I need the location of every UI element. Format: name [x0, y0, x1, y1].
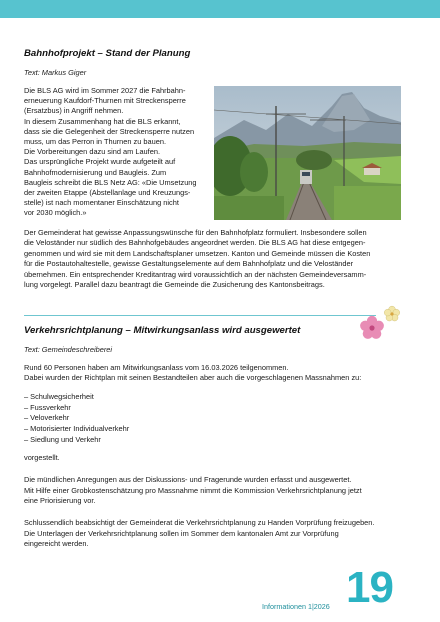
intro-line: In diesem Zusammenhang hat die BLS erkannt, [24, 116, 181, 126]
body-line: genommen und wird sie mit dem Landschaftsplaner umsetzen. Kanton und Gemeinde müssen die Kosten [24, 248, 371, 258]
body-line: Der Gemeinderat hat gewisse Anpassungswünsche für den Bahnhofplatz formuliert. Insbesondere sollen [24, 228, 367, 237]
intro-line: (Ersatzbus) in Angriff nehmen. [24, 106, 124, 116]
byline-verkehrsrichtplanung: Text: Gemeindeschreiberei [24, 345, 113, 354]
intro-line: Die Vorbereitungen dazu sind am Laufen. [24, 147, 160, 157]
paragraph-line: Die mündlichen Anregungen aus der Diskussions- und Fragerunde wurden erfasst und ausgewertet. [24, 475, 352, 485]
intro-line: dass sie die Gelegenheit der Streckensperre nutzen [24, 126, 195, 136]
section-divider [24, 315, 376, 316]
intro-line: Das ursprüngliche Projekt wurde aufgeteilt auf [24, 157, 176, 167]
list-item: – Fussverkehr [24, 402, 71, 412]
list-item: – Veloverkehr [24, 413, 70, 423]
top-accent-bar [0, 0, 440, 18]
intro-line: Rund 60 Personen haben am Mitwirkungsanlass vom 16.03.2026 teilgenommen. [24, 363, 289, 372]
section-bahnhofprojekt [24, 48, 416, 290]
intro-line: vor 2030 möglich.» [24, 208, 87, 218]
paragraph-line: Schlussendlich beabsichtigt der Gemeinderat die Verkehrsrichtplanung zu Handen Vorprüfung freizugeben. [24, 518, 375, 528]
footer-label: Informationen 1|2026 [262, 602, 330, 611]
intro-line: Baugleis schreibt die BLS Netz AG: «Die Umsetzung [24, 177, 197, 187]
intro-line: stelle) ist nach momentaner Einschätzung nicht [24, 198, 179, 208]
body-text-bahnhofprojekt [24, 228, 416, 290]
intro-block [24, 86, 416, 228]
list-item: – Siedlung und Verkehr [24, 435, 101, 444]
body-line: lung vorgelegt. Parallel dazu beantragt die Gemeinde die Zusicherung des Kantonsbeitrags. [24, 280, 325, 290]
intro-line: der zweiten Etappe (Abstellanlage und Kreuzungs- [24, 188, 191, 198]
page-number: 19 [346, 563, 393, 612]
byline-bahnhofprojekt: Text: Markus Giger [24, 68, 87, 77]
after-list-text: vorgestellt. [24, 452, 60, 462]
intro-line: Dabei wurden der Richtplan mit seinen Bestandteilen aber auch die vorgeschlagenen Massnahmen zu: [24, 373, 362, 383]
list-item: – Schulwegsicherheit [24, 391, 94, 401]
list-item: – Motorisierter Individualverkehr [24, 424, 130, 434]
paragraph-line: eine Priorisierung vor. [24, 496, 96, 506]
section-verkehrsrichtplanung [24, 325, 416, 550]
body-line: übernehmen. Ein entsprechender Kreditantrag wird voraussichtlich an der nächsten Gemeindeversamm- [24, 269, 367, 279]
paragraph-line: Mit Hilfe einer Grobkostenschätzung pro Massnahme nimmt die Kommission Verkehrsrichtplanung jetzt [24, 485, 362, 495]
intro-line: Die BLS AG wird im Sommer 2027 die Fahrbahn- [24, 86, 186, 95]
paragraph-line: eingereicht werden. [24, 539, 89, 549]
body-line: für die Postautohaltestelle, gewisse Gestaltungselemente auf dem Bahnhofplatz und die Veloständer [24, 259, 354, 269]
intro-text [24, 86, 212, 219]
intro-line: erneuerung Kaufdorf-Thurnen mit Streckensperre [24, 96, 186, 106]
paragraph-line: Die Unterlagen der Verkehrsrichtplanung sollen im Sommer dem kantonalen Amt zur Vorprüfung [24, 528, 339, 538]
railway-photo [214, 86, 401, 220]
section-title-verkehrsrichtplanung: Verkehrsrichtplanung – Mitwirkungsanlass wird ausgewertet [24, 325, 301, 336]
intro-line: muss, um das Perron in Thurnen zu bauen. [24, 137, 167, 147]
intro-line: Bahnhofmodernisierung und Baugleis. Zum [24, 167, 167, 177]
topic-list [24, 392, 416, 446]
body-line: die Veloständer nur südlich des Bahnhofgebäudes angeordnet werden. Die BLS AG hat diese entgegen- [24, 238, 366, 248]
section-title-bahnhofprojekt: Bahnhofprojekt – Stand der Planung [24, 48, 191, 59]
